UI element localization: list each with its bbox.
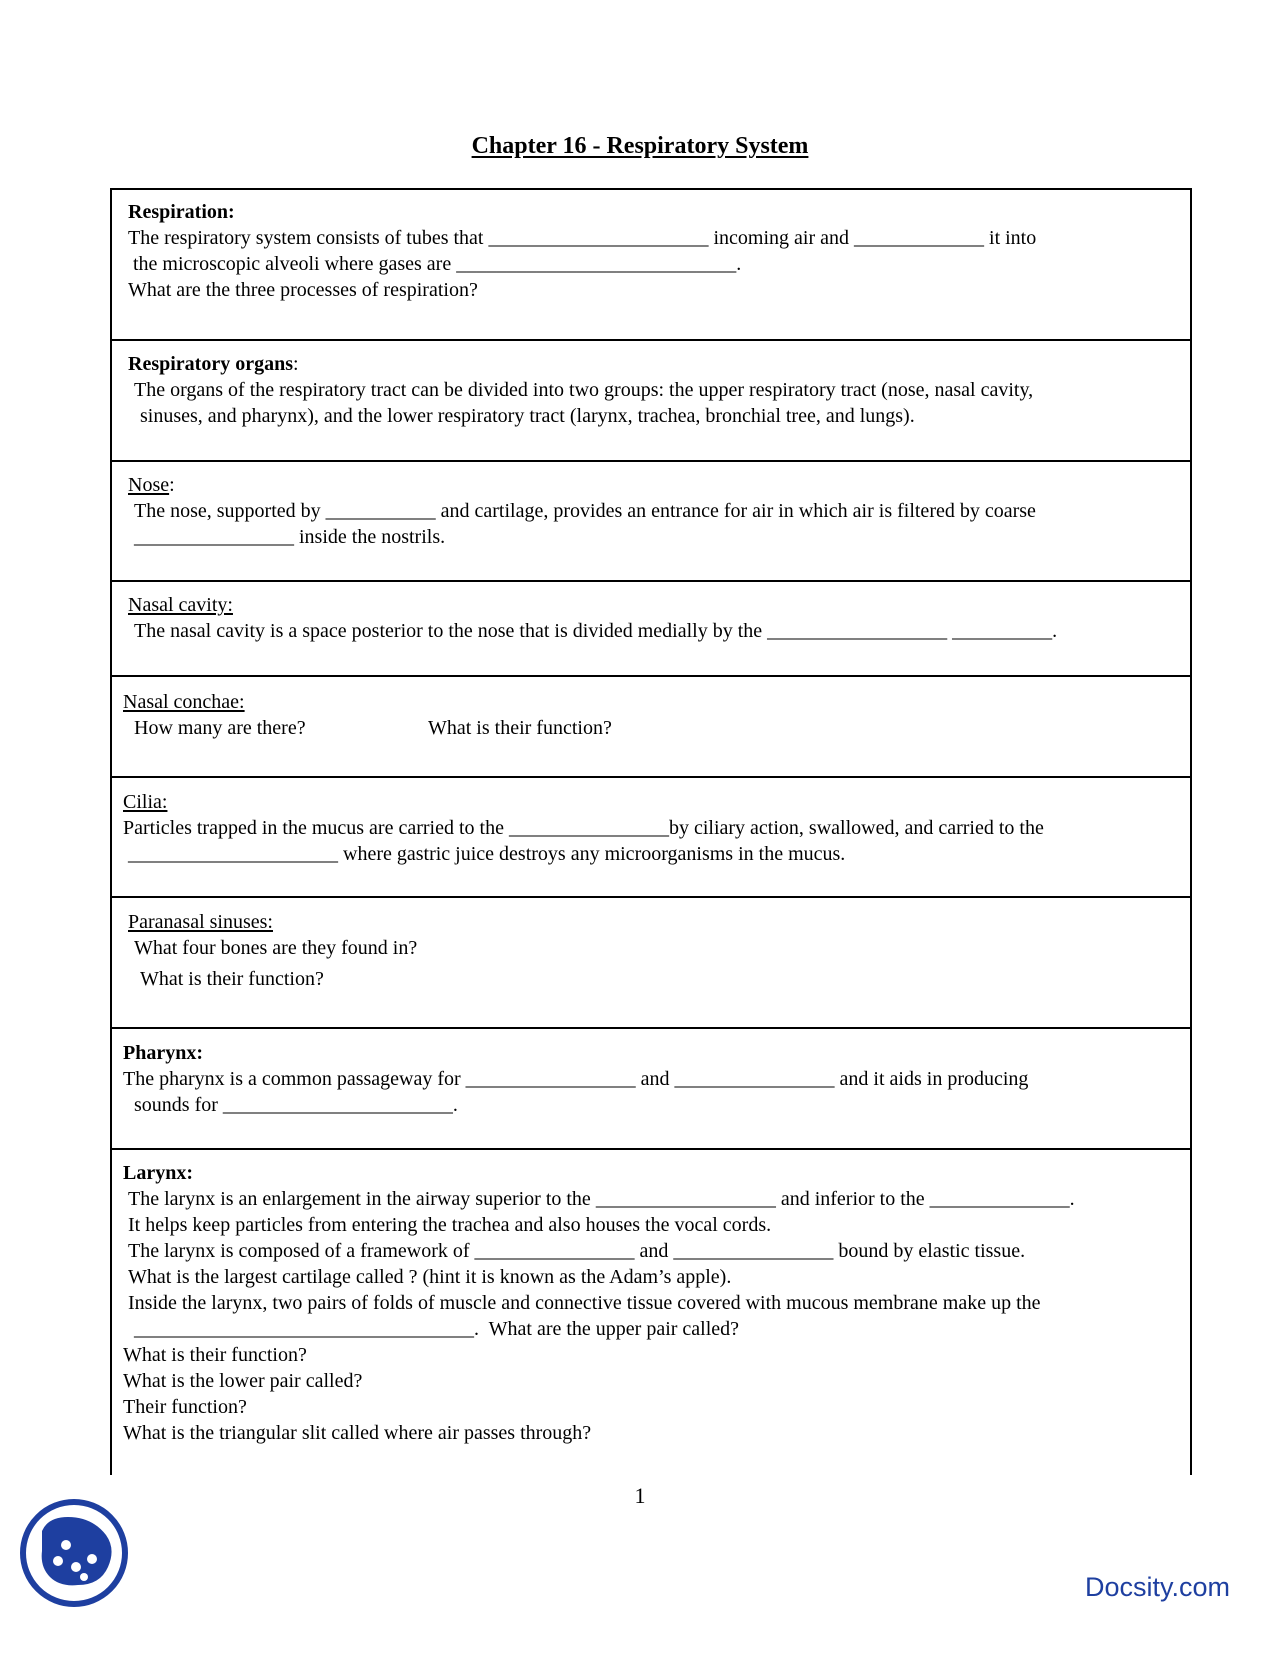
nose-heading-line xyxy=(128,472,175,498)
nasal-conchae-question-2: What is their function? xyxy=(428,717,612,739)
larynx-line-7: What is their function? xyxy=(123,1344,307,1366)
nasal-cavity-line-1: The nasal cavity is a space posterior to the nose that is divided medially by the __________________ __________. xyxy=(134,620,1058,642)
nasal-cavity-section xyxy=(112,582,1190,677)
respiratory-organs-colon: : xyxy=(292,353,299,375)
respiration-section xyxy=(112,190,1190,341)
larynx-heading: Larynx: xyxy=(123,1162,193,1184)
respiratory-organs-line-2: sinuses, and pharynx), and the lower respiratory tract (larynx, trachea, bronchial tree, and lungs). xyxy=(140,405,915,427)
nose-line-2: ________________ inside the nostrils. xyxy=(134,526,446,548)
respiratory-organs-line-1: The organs of the respiratory tract can be divided into two groups: the upper respiratory tract (nose, nasal cavity, xyxy=(134,379,1034,401)
respiration-line-2: the microscopic alveoli where gases are ____________________________. xyxy=(133,253,742,275)
larynx-line-10: What is the triangular slit called where air passes through? xyxy=(123,1422,592,1444)
larynx-line-8: What is the lower pair called? xyxy=(123,1370,363,1392)
larynx-line-1: The larynx is an enlargement in the airway superior to the __________________ and inferior to the ______________. xyxy=(128,1188,1075,1210)
larynx-section xyxy=(112,1150,1190,1475)
nose-colon: : xyxy=(169,474,175,496)
larynx-line-2: It helps keep particles from entering the trachea and also houses the vocal cords. xyxy=(128,1214,772,1236)
cilia-section xyxy=(112,778,1190,898)
paranasal-sinuses-heading: Paranasal sinuses: xyxy=(128,911,273,933)
pharynx-section xyxy=(112,1029,1190,1150)
pharynx-line-2: sounds for _______________________. xyxy=(134,1094,458,1116)
page-title: Chapter 16 - Respiratory System xyxy=(471,133,809,159)
paranasal-sinuses-question-2: What is their function? xyxy=(140,968,324,990)
cilia-line-1: Particles trapped in the mucus are carried to the ________________by ciliary action, swallowed, and carried to the xyxy=(123,817,1044,839)
larynx-line-6: __________________________________. What are the upper pair called? xyxy=(134,1318,740,1340)
nose-section xyxy=(112,462,1190,582)
nasal-cavity-heading: Nasal cavity: xyxy=(128,594,233,616)
larynx-line-4: What is the largest cartilage called ? (hint it is known as the Adam’s apple). xyxy=(128,1266,732,1288)
worksheet xyxy=(110,188,1192,1475)
nose-line-1: The nose, supported by ___________ and cartilage, provides an entrance for air in which air is filtered by coarse xyxy=(134,500,1036,522)
respiratory-organs-heading-line xyxy=(128,351,299,377)
cilia-line-2: _____________________ where gastric juice destroys any microorganisms in the mucus. xyxy=(128,843,846,865)
nasal-conchae-heading: Nasal conchae: xyxy=(123,691,245,713)
respiration-heading: Respiration: xyxy=(128,201,235,223)
paranasal-sinuses-section xyxy=(112,898,1190,1029)
nasal-conchae-section xyxy=(112,677,1190,778)
larynx-line-3: The larynx is composed of a framework of ________________ and ________________ bound by elastic tissue. xyxy=(128,1240,1026,1262)
respiratory-organs-heading: Respiratory organs xyxy=(128,353,293,375)
respiration-line-1: The respiratory system consists of tubes that ______________________ incoming air and _____________ it into xyxy=(128,227,1037,249)
respiration-line-3: What are the three processes of respiration? xyxy=(128,279,478,301)
page-number: 1 xyxy=(634,1483,646,1508)
pharynx-heading: Pharynx: xyxy=(123,1042,203,1064)
nasal-conchae-question-1: How many are there? xyxy=(134,717,306,739)
pharynx-line-1: The pharynx is a common passageway for _________________ and ________________ and it aids in producing xyxy=(123,1068,1029,1090)
docsity-brand-link[interactable]: Docsity.com xyxy=(1085,1572,1231,1602)
cilia-heading: Cilia: xyxy=(123,791,168,813)
respiratory-organs-section xyxy=(112,341,1190,462)
larynx-line-5: Inside the larynx, two pairs of folds of muscle and connective tissue covered with mucous membrane make up the xyxy=(128,1292,1041,1314)
paranasal-sinuses-question-1: What four bones are they found in? xyxy=(134,937,418,959)
docsity-logo-icon[interactable] xyxy=(18,1497,130,1609)
larynx-line-9: Their function? xyxy=(123,1396,247,1418)
nose-heading: Nose xyxy=(128,474,170,496)
